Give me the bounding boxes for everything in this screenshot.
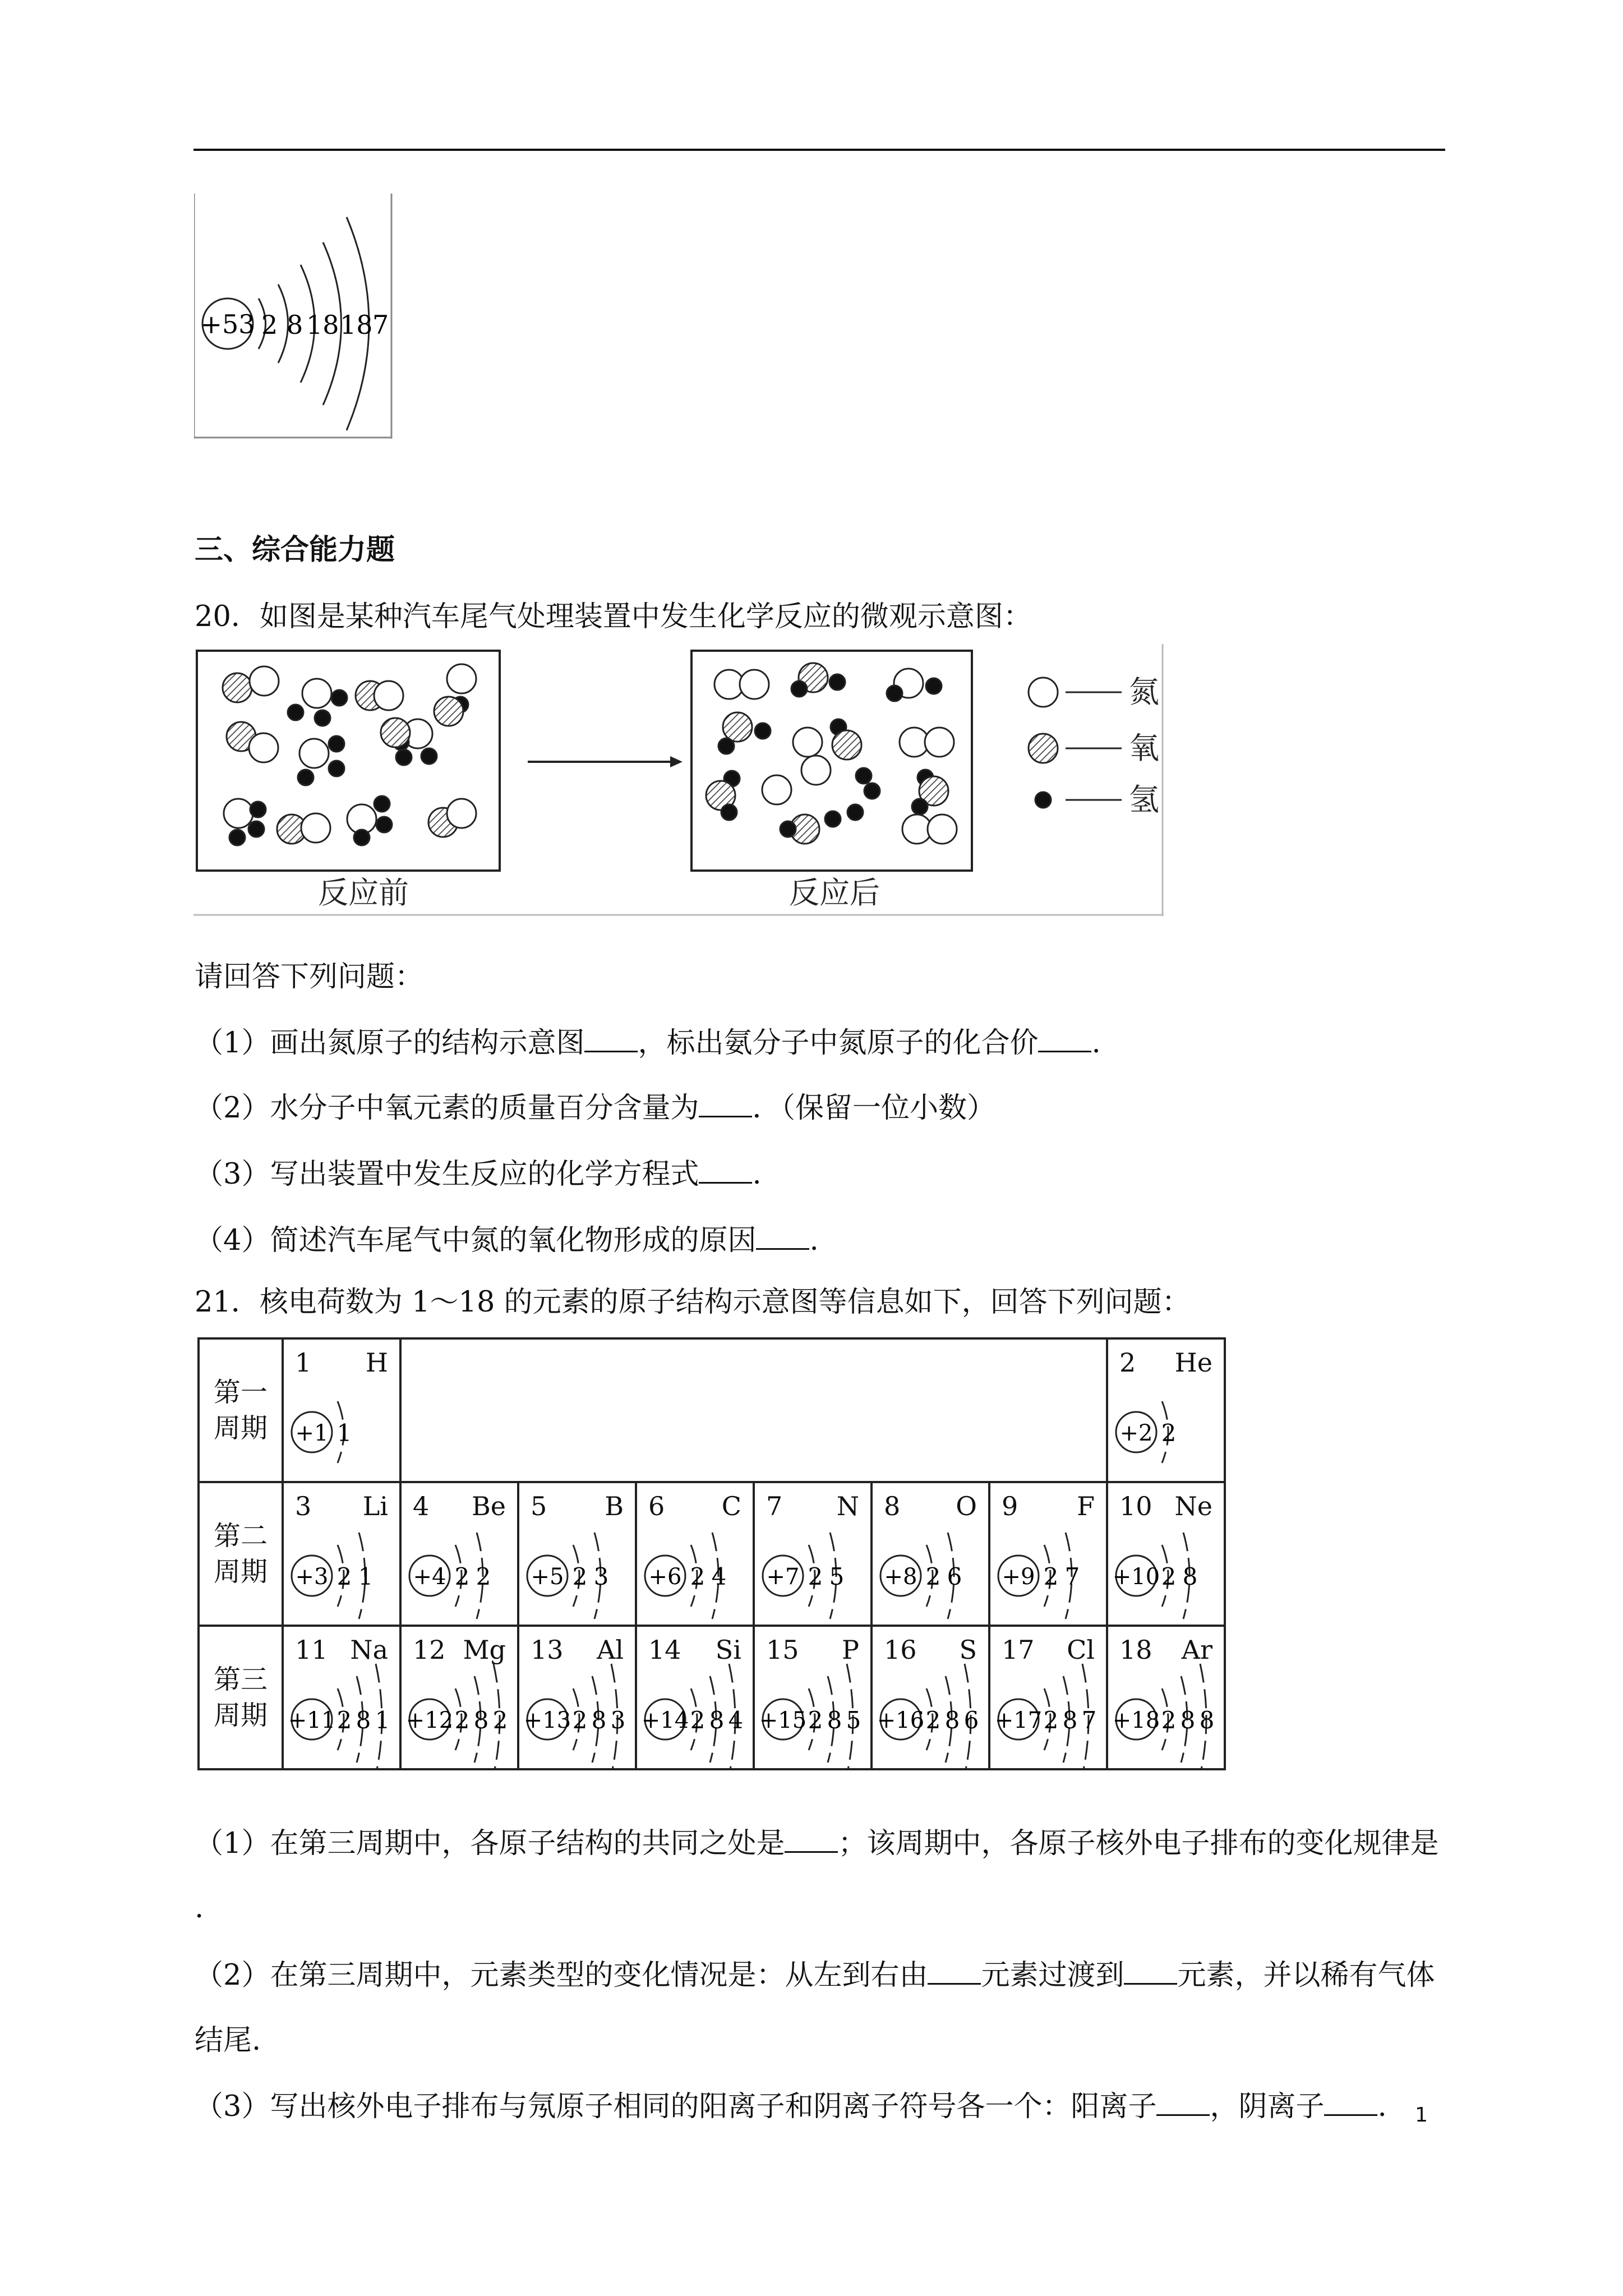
atom-structure-diagram	[873, 1627, 988, 1768]
legend-hydrogen: 氢	[1129, 782, 1159, 817]
nuclear-charge: +15	[759, 1708, 807, 1733]
element-symbol: O	[956, 1491, 977, 1521]
answer-blank[interactable]	[699, 1157, 752, 1184]
electron-count: 2	[690, 1563, 706, 1590]
electron-count: 8	[473, 1706, 489, 1734]
page-number: 1	[1415, 2104, 1428, 2127]
iodine-shell-4: 18	[340, 310, 373, 340]
electron-count: 2	[690, 1706, 706, 1734]
after-label: 反应后	[789, 875, 880, 910]
atom-structure-diagram	[284, 1340, 399, 1481]
element-cell-P	[755, 1627, 870, 1768]
element-cell-Al	[519, 1627, 635, 1768]
electron-count: 5	[829, 1563, 845, 1590]
atomic-number: 12	[413, 1635, 446, 1665]
atom-structure-diagram	[990, 1627, 1106, 1768]
nuclear-charge: +7	[766, 1564, 800, 1590]
element-symbol: Al	[597, 1635, 624, 1665]
atomic-number: 4	[413, 1491, 430, 1521]
element-cell-Mg	[402, 1627, 517, 1768]
q21-sub1-end: .	[195, 1892, 204, 1925]
nuclear-charge: +16	[877, 1708, 925, 1733]
legend-nitrogen: 氮	[1129, 674, 1159, 710]
nuclear-charge: +8	[884, 1564, 917, 1590]
atom-structure-diagram	[755, 1627, 870, 1768]
nuclear-charge: +3	[295, 1564, 329, 1590]
atomic-number: 1	[295, 1347, 312, 1378]
element-symbol: S	[959, 1635, 977, 1665]
electron-count: 2	[336, 1563, 352, 1590]
iodine-atom-diagram	[194, 194, 394, 439]
electron-count: 3	[593, 1563, 609, 1590]
electron-count: 2	[454, 1706, 470, 1734]
atomic-number: 7	[766, 1491, 783, 1521]
electron-count: 2	[925, 1563, 941, 1590]
q21-sub2-end: 结尾.	[195, 2024, 261, 2057]
element-symbol: He	[1174, 1347, 1212, 1378]
section-heading: 三、综合能力题	[195, 533, 395, 567]
nuclear-charge: +13	[523, 1708, 571, 1733]
electron-count: 8	[944, 1706, 960, 1734]
atom-structure-diagram	[284, 1483, 399, 1625]
nuclear-charge: +1	[295, 1420, 329, 1446]
atom-structure-diagram	[990, 1483, 1106, 1625]
answer-blank[interactable]	[928, 1958, 981, 1985]
nuclear-charge: +18	[1112, 1708, 1160, 1733]
nuclear-charge: +14	[641, 1708, 689, 1733]
element-cell-Ar	[1108, 1627, 1224, 1768]
electron-count: 8	[1062, 1706, 1078, 1734]
electron-count: 1	[358, 1563, 374, 1590]
electron-count: 8	[1182, 1563, 1198, 1590]
electron-count: 2	[572, 1706, 588, 1734]
atom-structure-diagram	[402, 1483, 517, 1625]
period-label: 第一 周期	[199, 1338, 283, 1482]
element-symbol: P	[842, 1635, 859, 1665]
iodine-shell-5: 7	[372, 310, 389, 340]
atom-structure-diagram	[873, 1483, 988, 1625]
element-symbol: B	[605, 1491, 624, 1521]
iodine-shell-1: 2	[261, 310, 278, 340]
atomic-number: 3	[295, 1491, 312, 1521]
electron-count: 4	[711, 1563, 727, 1590]
atomic-number: 15	[766, 1635, 799, 1665]
atomic-number: 8	[884, 1491, 901, 1521]
nuclear-charge: +9	[1002, 1564, 1035, 1590]
element-symbol: C	[721, 1491, 741, 1521]
electron-count: 2	[492, 1706, 508, 1734]
nuclear-charge: +6	[648, 1564, 682, 1590]
electron-count: 8	[827, 1706, 842, 1734]
electron-count: 2	[1043, 1563, 1059, 1590]
element-cell-Cl	[990, 1627, 1106, 1768]
answer-blank[interactable]	[785, 1826, 838, 1853]
element-symbol: Na	[350, 1635, 388, 1665]
atom-structure-diagram	[1108, 1340, 1224, 1481]
after-molecules	[706, 663, 957, 844]
element-symbol: N	[836, 1491, 859, 1521]
electron-count: 2	[925, 1706, 941, 1734]
atom-structure-diagram	[284, 1627, 399, 1768]
atom-structure-diagram	[755, 1483, 870, 1625]
q20-stem: 20．如图是某种汽车尾气处理装置中发生化学反应的微观示意图：	[195, 600, 1032, 633]
element-cell-B	[519, 1483, 635, 1625]
q20-sub4: （4）简述汽车尾气中氮的氧化物形成的原因 .	[195, 1224, 819, 1257]
atomic-number: 5	[531, 1491, 547, 1521]
q20-sub2: （2）水分子中氧元素的质量百分含量为 ．（保留一位小数）	[195, 1092, 995, 1125]
electron-count: 5	[846, 1706, 861, 1734]
period-label: 第三 周期	[199, 1626, 283, 1769]
electron-count: 2	[1161, 1563, 1177, 1590]
before-label: 反应前	[318, 875, 409, 910]
atomic-number: 13	[531, 1635, 564, 1665]
iodine-shell-2: 8	[287, 310, 303, 340]
element-cell-S	[873, 1627, 988, 1768]
q21-sub2: （2）在第三周期中，元素类型的变化情况是：从左到右由 元素过渡到 元素，并以稀有气体	[195, 1959, 1435, 1992]
atomic-number: 2	[1119, 1347, 1136, 1378]
electron-count: 2	[808, 1706, 823, 1734]
electron-count: 6	[963, 1706, 979, 1734]
electron-count: 8	[1180, 1706, 1196, 1734]
element-cell-C	[637, 1483, 753, 1625]
iodine-shell-3: 18	[306, 310, 339, 340]
q21-sub3: （3）写出核外电子排布与氖原子相同的阳离子和阴离子符号各一个：阳离子 ，阴离子 .	[195, 2090, 1387, 2123]
answer-blank[interactable]	[1038, 1026, 1091, 1052]
legend-oxygen: 氧	[1129, 730, 1159, 766]
before-molecules	[223, 664, 476, 845]
element-symbol: Li	[362, 1491, 388, 1521]
electron-count: 8	[709, 1706, 725, 1734]
electron-count: 2	[808, 1563, 823, 1590]
atom-structure-diagram	[637, 1627, 753, 1768]
answer-blank[interactable]	[584, 1026, 638, 1052]
element-symbol: Si	[715, 1635, 741, 1665]
element-cell-Ne	[1108, 1483, 1224, 1625]
element-cell-F	[990, 1483, 1106, 1625]
answer-blank[interactable]	[699, 1091, 752, 1117]
atomic-number: 16	[884, 1635, 917, 1665]
atomic-number: 18	[1119, 1635, 1152, 1665]
electron-count: 2	[454, 1563, 470, 1590]
q20-sub3: （3）写出装置中发生反应的化学方程式 .	[195, 1158, 762, 1191]
atom-structure-diagram	[402, 1627, 517, 1768]
answer-blank[interactable]	[1124, 1958, 1177, 1985]
atomic-number: 17	[1002, 1635, 1035, 1665]
element-cell-N	[755, 1483, 870, 1625]
header-rule	[193, 149, 1445, 151]
electron-count: 7	[1081, 1706, 1097, 1734]
q21-stem: 21．核电荷数为 1～18 的元素的原子结构示意图等信息如下，回答下列问题：	[195, 1286, 1191, 1319]
electron-count: 8	[591, 1706, 607, 1734]
electron-count: 2	[1161, 1706, 1177, 1734]
element-symbol: H	[365, 1347, 388, 1378]
element-cell-H	[284, 1340, 399, 1481]
legend	[1029, 678, 1122, 808]
element-symbol: Ar	[1181, 1635, 1212, 1665]
atomic-number: 9	[1002, 1491, 1018, 1521]
periodic-table	[197, 1337, 1226, 1770]
electron-count: 2	[476, 1563, 491, 1590]
element-cell-He	[1108, 1340, 1224, 1481]
atom-structure-diagram	[1108, 1483, 1224, 1625]
nuclear-charge: +4	[413, 1564, 446, 1590]
element-symbol: Ne	[1174, 1491, 1212, 1521]
atomic-number: 6	[648, 1491, 665, 1521]
answer-blank[interactable]	[1324, 2090, 1377, 2116]
iodine-nucleus-label: +53	[200, 309, 255, 339]
electron-count: 1	[336, 1419, 352, 1447]
electron-count: 8	[1199, 1706, 1215, 1734]
element-cell-Na	[284, 1627, 399, 1768]
electron-count: 2	[1043, 1706, 1059, 1734]
reaction-diagram	[193, 644, 1164, 916]
electron-count: 1	[375, 1706, 390, 1734]
element-cell-Si	[637, 1627, 753, 1768]
electron-count: 2	[572, 1563, 588, 1590]
element-symbol: Cl	[1067, 1635, 1095, 1665]
nuclear-charge: +17	[994, 1708, 1043, 1733]
atom-structure-diagram	[519, 1627, 635, 1768]
element-cell-Be	[402, 1483, 517, 1625]
atomic-number: 10	[1119, 1491, 1152, 1521]
element-cell-Li	[284, 1483, 399, 1625]
element-cell-O	[873, 1483, 988, 1625]
q20-prompt: 请回答下列问题：	[195, 960, 424, 993]
nuclear-charge: +11	[288, 1708, 336, 1733]
q21-sub1: （1）在第三周期中，各原子结构的共同之处是 ；该周期中，各原子核外电子排布的变化规律是	[195, 1827, 1439, 1860]
period-label: 第二 周期	[199, 1482, 283, 1626]
element-symbol: Be	[471, 1491, 506, 1521]
electron-count: 6	[947, 1563, 962, 1590]
atom-structure-diagram	[637, 1483, 753, 1625]
electron-count: 8	[356, 1706, 371, 1734]
electron-count: 4	[728, 1706, 744, 1734]
atom-structure-diagram	[1108, 1627, 1224, 1768]
atomic-number: 14	[648, 1635, 681, 1665]
nuclear-charge: +12	[405, 1708, 454, 1733]
electron-count: 7	[1064, 1563, 1080, 1590]
electron-count: 2	[336, 1706, 352, 1734]
nuclear-charge: +5	[531, 1564, 564, 1590]
element-symbol: F	[1077, 1491, 1095, 1521]
answer-blank[interactable]	[756, 1223, 809, 1250]
element-symbol: Mg	[463, 1635, 506, 1665]
q20-sub1: （1）画出氮原子的结构示意图 ，标出氨分子中氮原子的化合价 .	[195, 1027, 1101, 1060]
nuclear-charge: +10	[1112, 1564, 1160, 1590]
electron-count: 3	[610, 1706, 626, 1734]
atomic-number: 11	[295, 1635, 328, 1665]
nuclear-charge: +2	[1119, 1420, 1153, 1446]
atom-structure-diagram	[519, 1483, 635, 1625]
electron-count: 2	[1161, 1419, 1177, 1447]
answer-blank[interactable]	[1156, 2090, 1210, 2116]
